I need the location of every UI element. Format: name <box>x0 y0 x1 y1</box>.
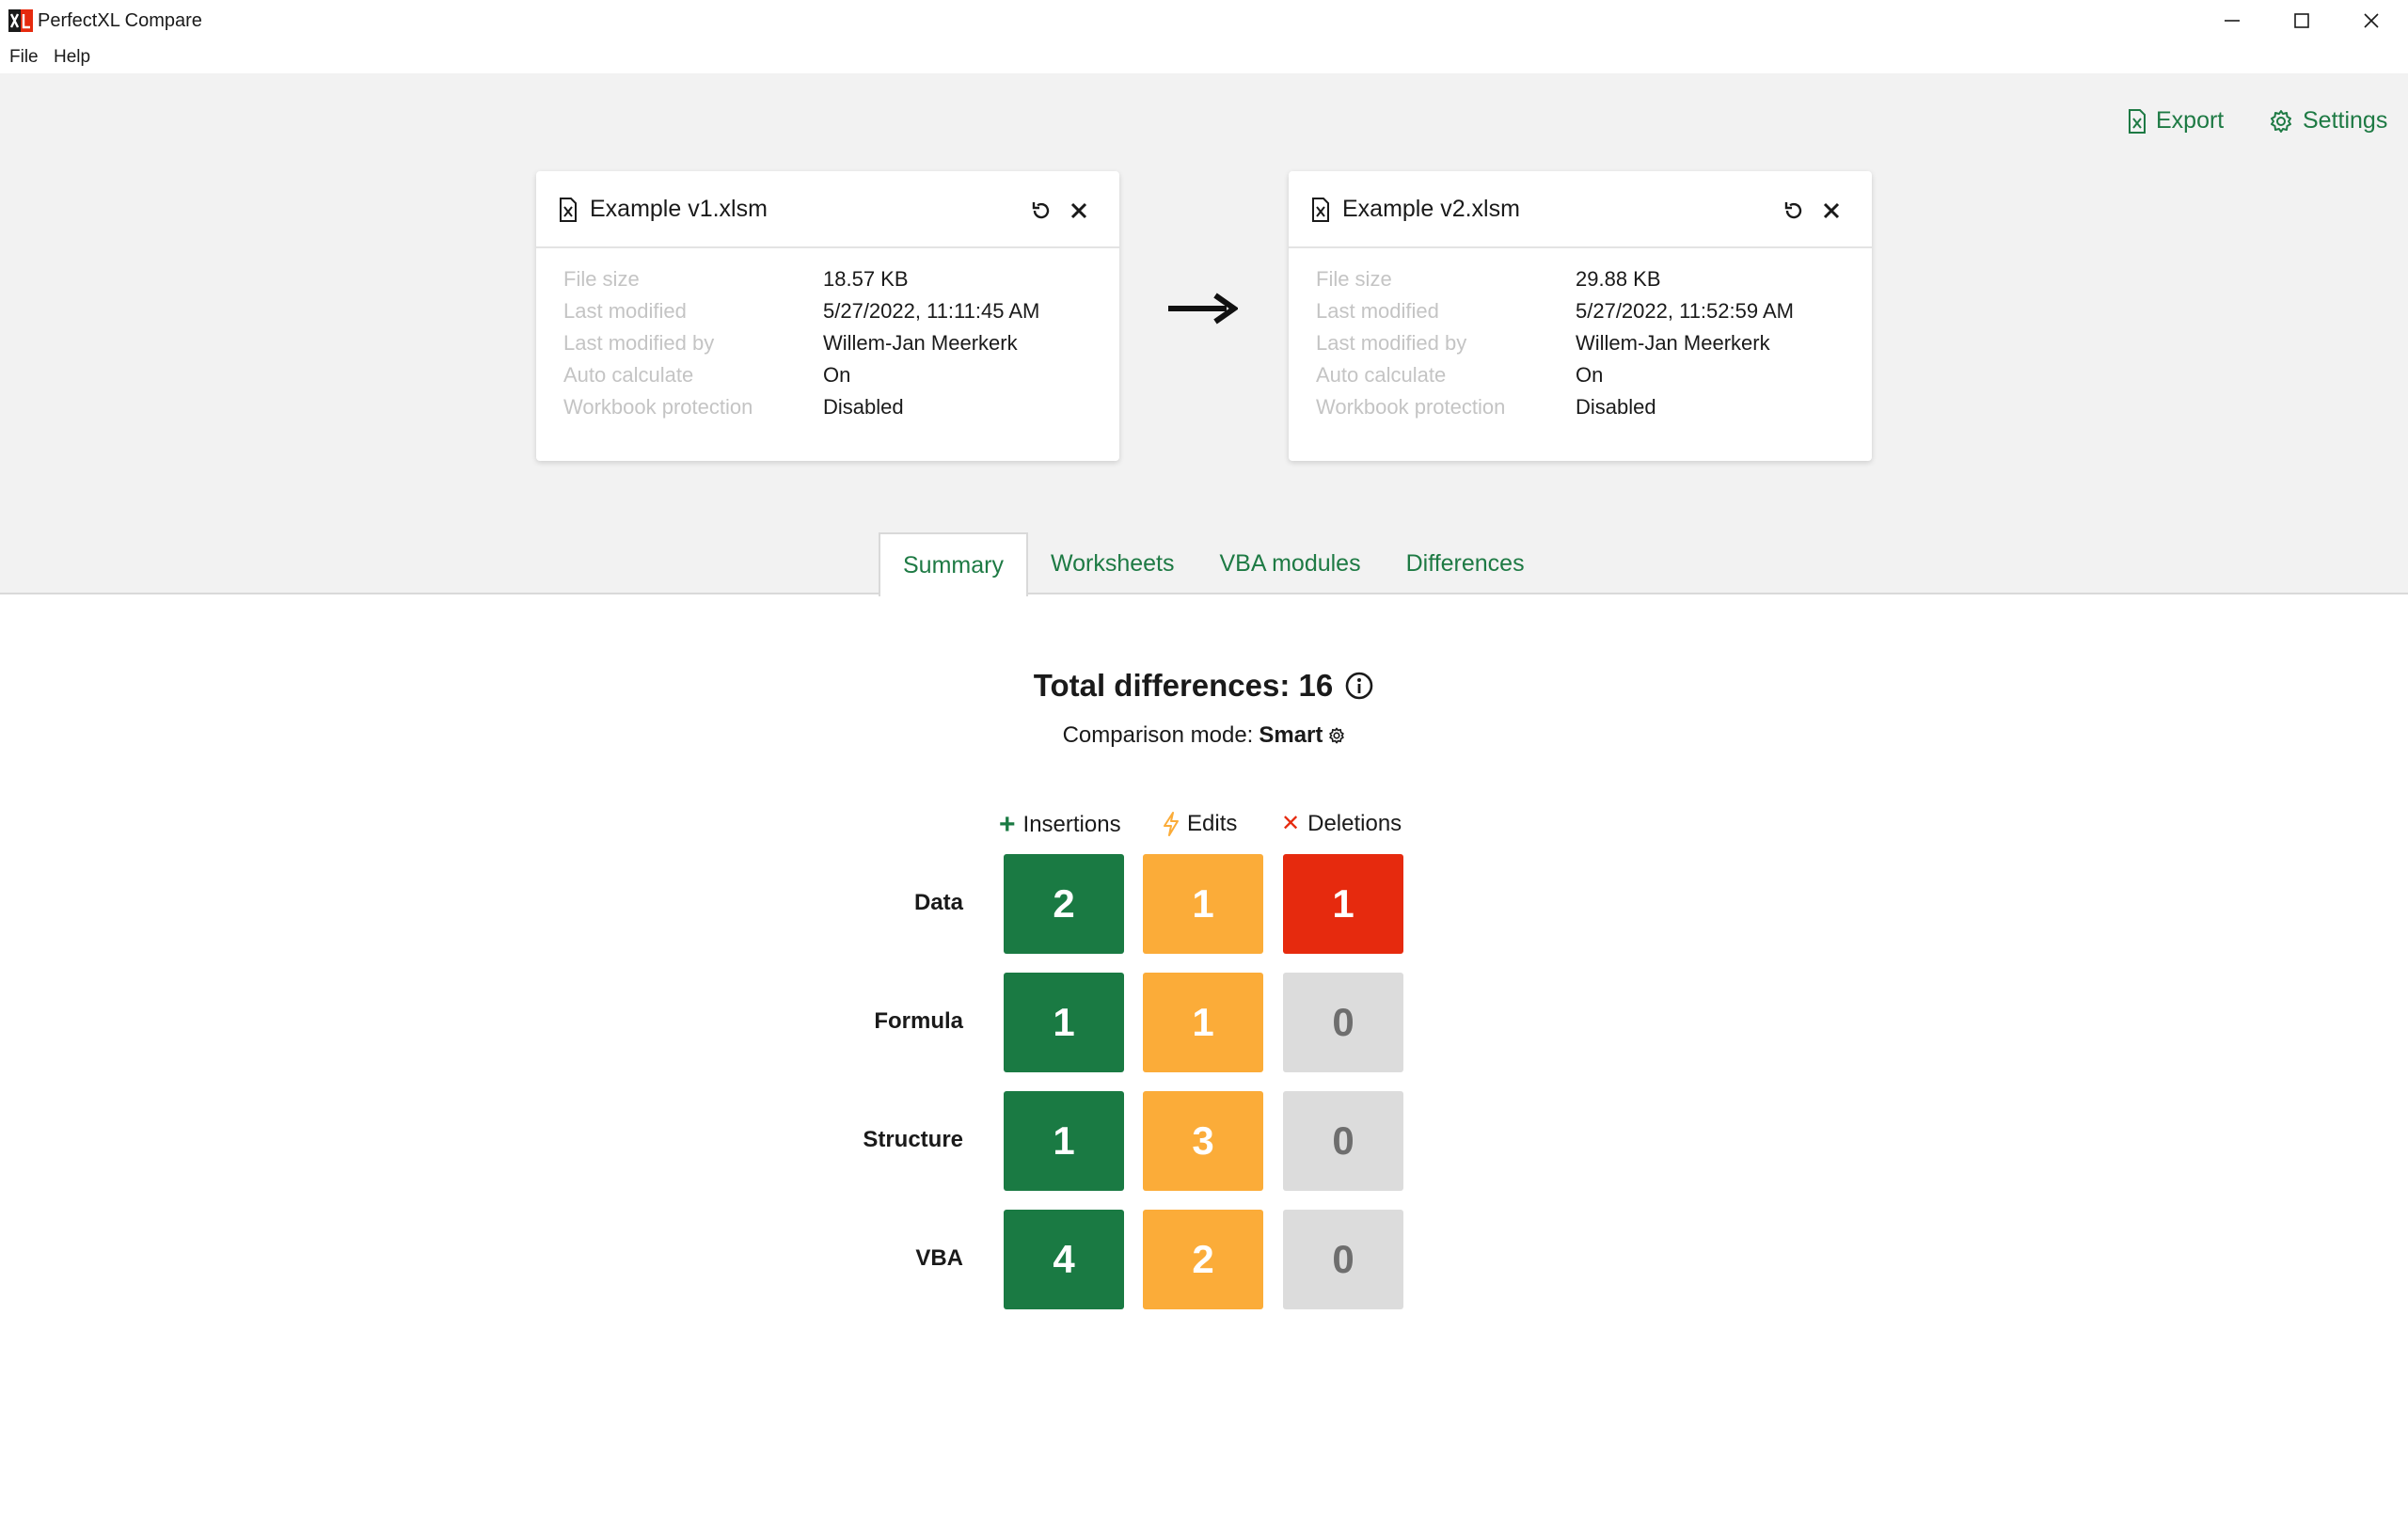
settings-button[interactable] <box>2269 107 2387 135</box>
total-differences-text: Total differences: 16 <box>1033 668 1334 703</box>
comparison-mode-label: Comparison mode: <box>1062 722 1254 748</box>
file-name: Example v2.xlsm <box>1342 196 1520 222</box>
auto-calculate-label: Auto calculate <box>563 363 694 387</box>
plus-icon: + <box>999 809 1016 840</box>
close-window-button[interactable] <box>2337 0 2406 41</box>
file-size-label: File size <box>563 267 640 291</box>
last-modified-by-value: Willem-Jan Meerkerk <box>1576 331 1770 355</box>
file-card-header <box>536 171 1119 248</box>
cell-vba-insertions[interactable]: 4 <box>1004 1210 1124 1309</box>
last-modified-value: 5/27/2022, 11:11:45 AM <box>823 299 1040 323</box>
column-label: Insertions <box>1022 812 1121 837</box>
tab-differences[interactable]: Differences <box>1405 549 1525 577</box>
export-label: Export <box>2156 107 2225 134</box>
app-title: PerfectXL Compare <box>38 10 202 31</box>
menu-bar <box>0 41 2408 73</box>
tab-vba-modules[interactable]: VBA modules <box>1219 549 1361 577</box>
total-differences-heading <box>0 668 2408 704</box>
cell-formula-deletions[interactable]: 0 <box>1283 973 1403 1072</box>
file-name: Example v1.xlsm <box>590 196 768 222</box>
info-icon[interactable] <box>1344 671 1374 701</box>
cell-structure-insertions[interactable]: 1 <box>1004 1091 1124 1191</box>
file-size-value: 18.57 KB <box>823 267 909 291</box>
settings-label: Settings <box>2303 107 2388 134</box>
maximize-icon <box>2292 11 2311 30</box>
lightning-icon <box>1163 812 1180 836</box>
file-card-original <box>536 171 1119 461</box>
excel-export-icon <box>2128 109 2147 134</box>
menu-help[interactable]: Help <box>54 47 91 67</box>
cell-data-edits[interactable]: 1 <box>1143 854 1263 954</box>
export-button[interactable] <box>2128 107 2224 135</box>
arrow-right-icon <box>1166 292 1238 325</box>
cell-structure-edits[interactable]: 3 <box>1143 1091 1263 1191</box>
cell-vba-edits[interactable]: 2 <box>1143 1210 1263 1309</box>
cell-data-deletions[interactable]: 1 <box>1283 854 1403 954</box>
workbook-protection-value: Disabled <box>1576 395 1656 419</box>
column-deletions <box>1281 811 1402 837</box>
gear-icon <box>2269 109 2293 134</box>
row-label-data: Data <box>913 890 963 915</box>
last-modified-label: Last modified <box>563 299 687 323</box>
column-label: Edits <box>1187 811 1238 836</box>
file-card-modified <box>1289 171 1872 461</box>
column-insertions <box>999 811 1121 839</box>
x-icon: ✕ <box>1281 811 1301 836</box>
workbook-protection-label: Workbook protection <box>563 395 753 419</box>
close-icon <box>1822 201 1841 220</box>
file-size-value: 29.88 KB <box>1576 267 1661 291</box>
excel-file-icon <box>559 198 578 222</box>
reload-icon <box>1782 199 1805 222</box>
cell-formula-edits[interactable]: 1 <box>1143 973 1263 1072</box>
file-size-label: File size <box>1316 267 1392 291</box>
last-modified-value: 5/27/2022, 11:52:59 AM <box>1576 299 1794 323</box>
menu-file[interactable]: File <box>9 47 39 67</box>
workbook-protection-value: Disabled <box>823 395 904 419</box>
last-modified-label: Last modified <box>1316 299 1439 323</box>
close-icon <box>2362 11 2381 30</box>
close-icon <box>1069 201 1088 220</box>
last-modified-by-label: Last modified by <box>1316 331 1467 355</box>
column-label: Deletions <box>1307 811 1402 836</box>
last-modified-by-label: Last modified by <box>563 331 715 355</box>
tab-summary[interactable]: Summary <box>879 532 1028 596</box>
minimize-icon <box>2223 11 2242 30</box>
title-bar <box>0 0 2408 41</box>
cell-data-insertions[interactable]: 2 <box>1004 854 1124 954</box>
workbook-protection-label: Workbook protection <box>1316 395 1506 419</box>
comparison-mode-value: Smart <box>1259 722 1323 748</box>
last-modified-by-value: Willem-Jan Meerkerk <box>823 331 1018 355</box>
remove-file-button[interactable] <box>1817 197 1846 225</box>
auto-calculate-label: Auto calculate <box>1316 363 1447 387</box>
file-card-header <box>1289 171 1872 248</box>
row-label-vba: VBA <box>915 1245 963 1271</box>
perfectxl-logo-icon <box>8 9 33 32</box>
cell-structure-deletions[interactable]: 0 <box>1283 1091 1403 1191</box>
row-label-structure: Structure <box>863 1127 963 1152</box>
cell-vba-deletions[interactable]: 0 <box>1283 1210 1403 1309</box>
reload-file-button[interactable] <box>1780 197 1808 225</box>
excel-file-icon <box>1311 198 1330 222</box>
tab-bar <box>879 532 1547 594</box>
column-edits <box>1163 811 1237 837</box>
tab-worksheets[interactable]: Worksheets <box>1050 549 1175 577</box>
cell-formula-insertions[interactable]: 1 <box>1004 973 1124 1072</box>
maximize-button[interactable] <box>2267 0 2337 41</box>
auto-calculate-value: On <box>823 363 851 387</box>
auto-calculate-value: On <box>1576 363 1604 387</box>
remove-file-button[interactable] <box>1065 197 1093 225</box>
gear-icon[interactable] <box>1328 727 1345 744</box>
file-comparison-panel <box>0 73 2408 594</box>
minimize-button[interactable] <box>2197 0 2267 41</box>
comparison-mode <box>0 722 2408 749</box>
reload-icon <box>1030 199 1053 222</box>
row-label-formula: Formula <box>874 1008 963 1034</box>
reload-file-button[interactable] <box>1027 197 1055 225</box>
